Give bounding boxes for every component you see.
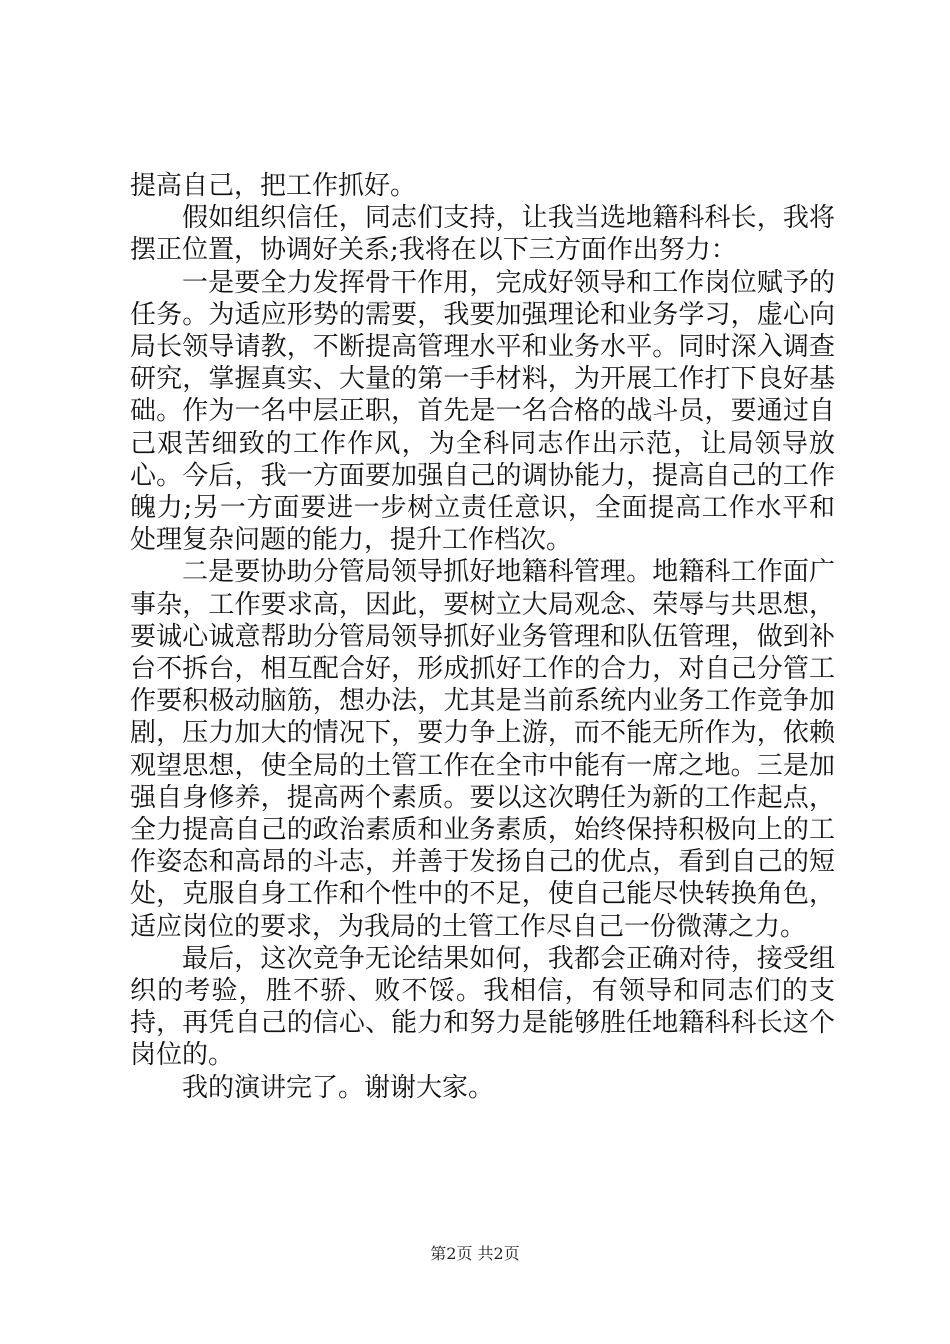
paragraph-closing: 最后，这次竞争无论结果如何，我都会正确对待，接受组织的考验，胜不骄、败不馁。我相信，有领导和同志们的支持，再凭自己的信心、能力和努力是能够胜任地籍科科长这个岗位的。 — [130, 943, 835, 1071]
document-body — [130, 170, 835, 1104]
paragraph-point-two-three: 二是要协助分管局领导抓好地籍科管理。地籍科工作面广事杂，工作要求高，因此，要树立大局观念、荣辱与共思想，要诚心诚意帮助分管局领导抓好业务管理和队伍管理，做到补台不拆台，相互配合好，形成抓好工作的合力，对自己分管工作要积极动脑筋，想办法，尤其是当前系统内业务工作竞争加剧，压力加大的情况下，要力争上游，而不能无所作为，依赖观望思想，使全局的土管工作在全市中能有一席之地。三是加强自身修养，提高两个素质。要以这次聘任为新的工作起点，全力提高自己的政治素质和业务素质，始终保持积极向上的工作姿态和高昂的斗志，并善于发扬自己的优点，看到自己的短处，克服自身工作和个性中的不足，使自己能尽快转换角色，适应岗位的要求，为我局的土管工作尽自己一份微薄之力。 — [130, 557, 835, 942]
paragraph-commitment: 假如组织信任，同志们支持，让我当选地籍科科长，我将摆正位置，协调好关系;我将在以下三方面作出努力： — [130, 203, 835, 266]
paragraph-continuation: 提高自己，把工作抓好。 — [130, 171, 417, 201]
paragraph-point-one: 一是要全力发挥骨干作用，完成好领导和工作岗位赋予的任务。为适应形势的需要，我要加强理论和业务学习，虚心向局长领导请教，不断提高管理水平和业务水平。同时深入调查研究，掌握真实、大量的第一手材料，为开展工作打下良好基础。作为一名中层正职，首先是一名合格的战斗员，要通过自己艰苦细致的工作作风，为全科同志作出示范，让局领导放心。今后，我一方面要加强自己的调协能力，提高自己的工作魄力;另一方面要进一步树立责任意识，全面提高工作水平和处理复杂问题的能力，提升工作档次。 — [130, 267, 835, 556]
paragraph-thanks: 我的演讲完了。谢谢大家。 — [182, 1072, 495, 1103]
page-number-footer: 第2页 共2页 — [430, 1244, 520, 1263]
